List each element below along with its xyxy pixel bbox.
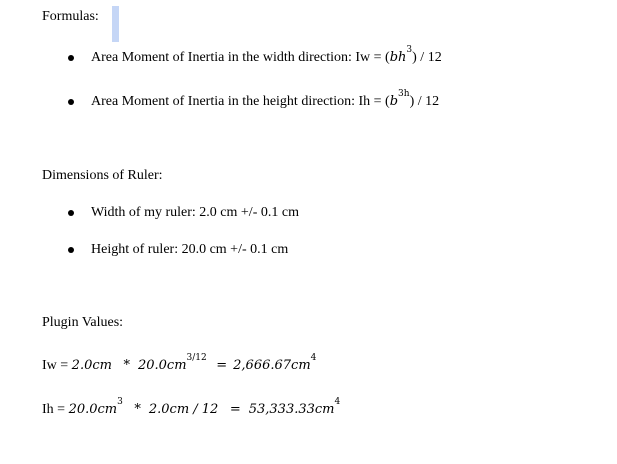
bullet-icon bbox=[68, 210, 74, 216]
iw-height-exponent: 3/12 bbox=[186, 353, 207, 363]
formula-width-math: bh bbox=[389, 50, 407, 65]
iw-multiply: * bbox=[123, 358, 130, 373]
ih-multiply: * bbox=[134, 402, 141, 417]
ih-result-exponent: 4 bbox=[334, 397, 341, 407]
formula-height-exponent: 3h bbox=[398, 89, 410, 99]
formula-height-math: b bbox=[389, 94, 399, 109]
ih-equals: = bbox=[229, 402, 241, 417]
dimension-width: Width of my ruler: 2.0 cm +/- 0.1 cm bbox=[91, 205, 299, 220]
ih-height-value: 20.0cm bbox=[68, 402, 118, 417]
ih-calculation bbox=[42, 397, 341, 420]
iw-height-value: 20.0cm bbox=[137, 358, 187, 373]
iw-result: 2,666.67cm bbox=[233, 358, 311, 373]
dimension-height: Height of ruler: 20.0 cm +/- 0.1 cm bbox=[91, 242, 289, 257]
bullet-icon bbox=[68, 55, 74, 61]
iw-calculation bbox=[42, 353, 317, 376]
formula-height-suffix: ) / 12 bbox=[409, 94, 440, 109]
formula-height-prefix: Area Moment of Inertia in the height direction: Ih = ( bbox=[91, 94, 390, 109]
iw-equals: = bbox=[216, 358, 228, 373]
iw-width-value: 2.0cm bbox=[71, 358, 112, 373]
formula-width-exponent: 3 bbox=[406, 45, 413, 55]
formula-width-suffix: ) / 12 bbox=[412, 50, 442, 65]
ih-result: 53,333.33cm bbox=[248, 402, 335, 417]
text-cursor-highlight bbox=[112, 6, 119, 42]
formula-height bbox=[91, 89, 440, 112]
formulas-heading: Formulas: bbox=[42, 9, 99, 24]
bullet-icon bbox=[68, 247, 74, 253]
formula-width bbox=[91, 45, 442, 68]
ih-height-exponent: 3 bbox=[117, 397, 123, 407]
plugin-heading: Plugin Values: bbox=[42, 315, 124, 330]
dimensions-heading: Dimensions of Ruler: bbox=[42, 168, 163, 183]
ih-label: Ih = bbox=[42, 402, 69, 417]
bullet-icon bbox=[68, 99, 74, 105]
iw-label: Iw = bbox=[42, 358, 72, 373]
formula-width-prefix: Area Moment of Inertia in the width direction: Iw = ( bbox=[91, 50, 390, 65]
iw-result-exponent: 4 bbox=[310, 353, 317, 363]
ih-width-value: 2.0cm / 12 bbox=[148, 402, 219, 417]
